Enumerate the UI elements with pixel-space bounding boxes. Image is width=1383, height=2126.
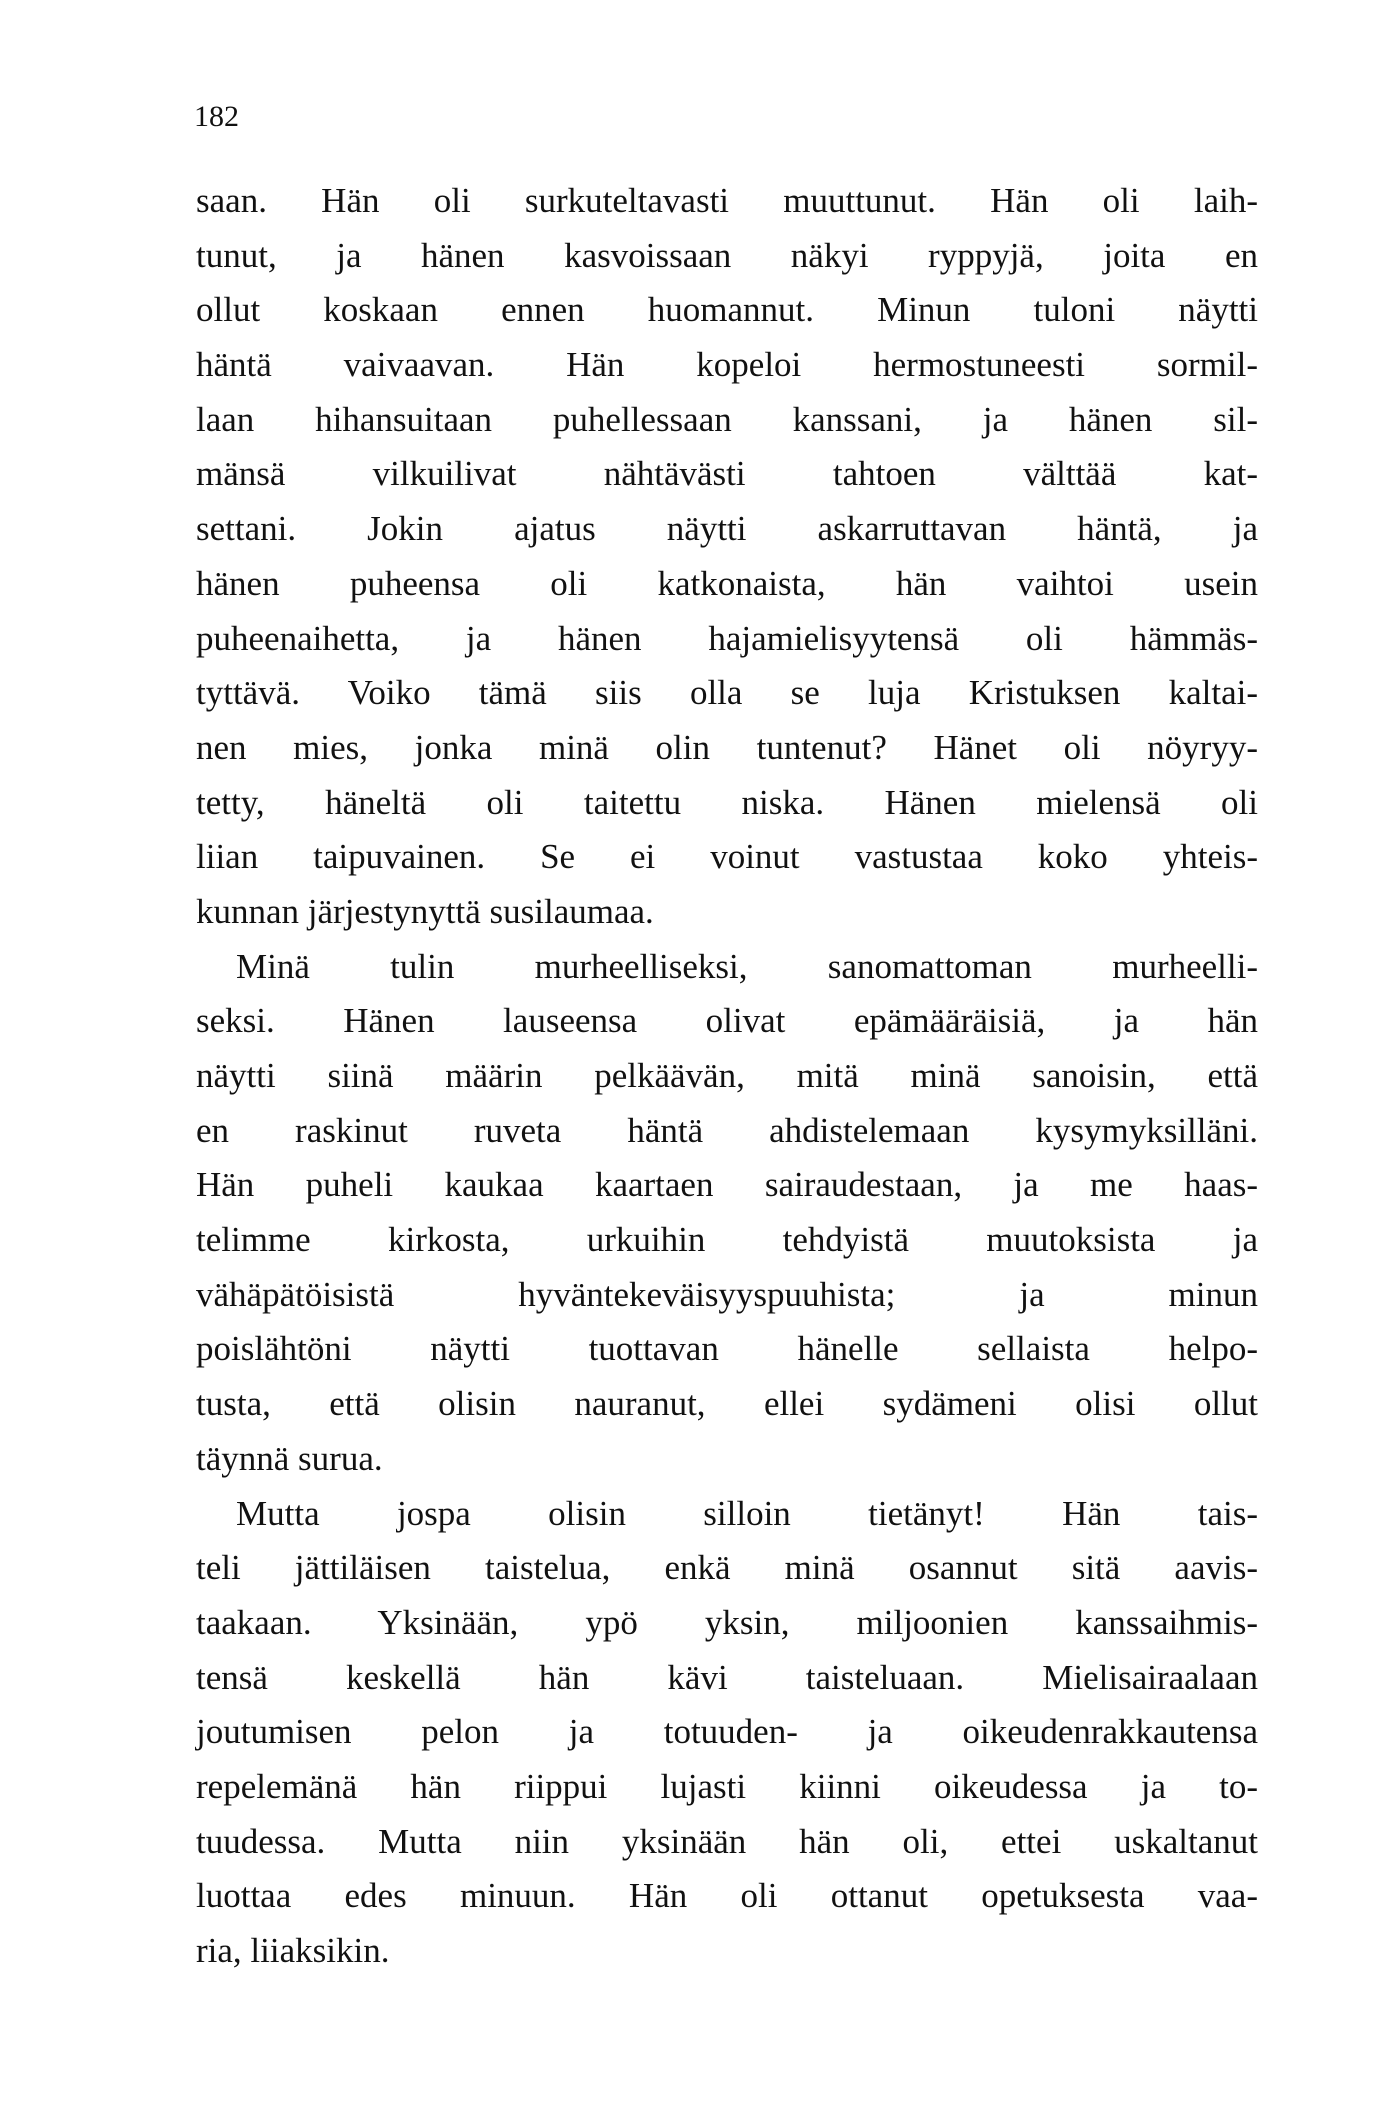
- text-line: Mutta jospa olisin silloin tietänyt! Hän tais-: [236, 1493, 1258, 1533]
- text-line: näytti siinä määrin pelkäävän, mitä minä sanoisin, että: [196, 1056, 1258, 1095]
- body-text: [196, 174, 1258, 1979]
- text-line: vähäpätöisistä hyväntekeväisyyspuuhista; ja minun: [196, 1274, 1258, 1314]
- text-line: en raskinut ruveta häntä ahdistelemaan kysymyksilläni.: [196, 1110, 1258, 1150]
- text-line: tusta, että olisin nauranut, ellei sydämeni olisi ollut: [196, 1384, 1258, 1424]
- text-line: seksi. Hänen lauseensa olivat epämääräisiä, ja hän: [196, 1001, 1258, 1041]
- text-line: hänen puheensa oli katkonaista, hän vaihtoi usein: [196, 563, 1258, 603]
- text-line: repelemänä hän riippui lujasti kiinni oikeudessa ja to-: [196, 1766, 1258, 1806]
- text-line: joutumisen pelon ja totuuden- ja oikeudenrakkautensa: [196, 1712, 1258, 1752]
- text-line: kunnan järjestynyttä susilaumaa.: [196, 891, 654, 931]
- text-line: mänsä vilkuilivat nähtävästi tahtoen välttää kat-: [196, 454, 1258, 494]
- text-line: nen mies, jonka minä olin tuntenut? Hänet oli nöyryy-: [196, 727, 1258, 767]
- text-line: liian taipuvainen. Se ei voinut vastustaa koko yhteis-: [196, 837, 1258, 877]
- text-line: tunut, ja hänen kasvoissaan näkyi ryppyjä, joita en: [196, 235, 1258, 275]
- page-number: 182: [194, 100, 239, 133]
- text-line: Minä tulin murheelliseksi, sanomattoman murheelli-: [236, 946, 1258, 986]
- text-line: puheenaihetta, ja hänen hajamielisyytensä oli hämmäs-: [196, 618, 1258, 658]
- text-line: täynnä surua.: [196, 1438, 383, 1478]
- text-line: tetty, häneltä oli taitettu niska. Hänen mielensä oli: [196, 782, 1258, 822]
- text-line: laan hihansuitaan puhellessaan kanssani, ja hänen sil-: [196, 399, 1258, 439]
- text-line: taakaan. Yksinään, ypö yksin, miljoonien kanssaihmis-: [196, 1602, 1258, 1642]
- text-line: luottaa edes minuun. Hän oli ottanut opetuksesta vaa-: [196, 1876, 1258, 1916]
- text-line: tuudessa. Mutta niin yksinään hän oli, ettei uskaltanut: [196, 1821, 1258, 1861]
- text-line: settani. Jokin ajatus näytti askarruttavan häntä, ja: [196, 509, 1258, 549]
- text-line: poislähtöni näytti tuottavan hänelle sellaista helpo-: [196, 1329, 1258, 1369]
- text-line: Hän puheli kaukaa kaartaen sairaudestaan, ja me haas-: [196, 1165, 1258, 1205]
- text-line: ria, liiaksikin.: [196, 1931, 390, 1970]
- text-line: tyttävä. Voiko tämä siis olla se luja Kristuksen kaltai-: [196, 673, 1258, 713]
- text-line: teli jättiläisen taistelua, enkä minä osannut sitä aavis-: [196, 1548, 1258, 1588]
- text-line: ollut koskaan ennen huomannut. Minun tuloni näytti: [196, 290, 1258, 330]
- text-line: telimme kirkosta, urkuihin tehdyistä muutoksista ja: [196, 1220, 1258, 1260]
- text-line: häntä vaivaavan. Hän kopeloi hermostuneesti sormil-: [196, 345, 1258, 385]
- text-line: saan. Hän oli surkuteltavasti muuttunut. Hän oli laih-: [196, 181, 1258, 220]
- text-line: tensä keskellä hän kävi taisteluaan. Mielisairaalaan: [196, 1657, 1258, 1697]
